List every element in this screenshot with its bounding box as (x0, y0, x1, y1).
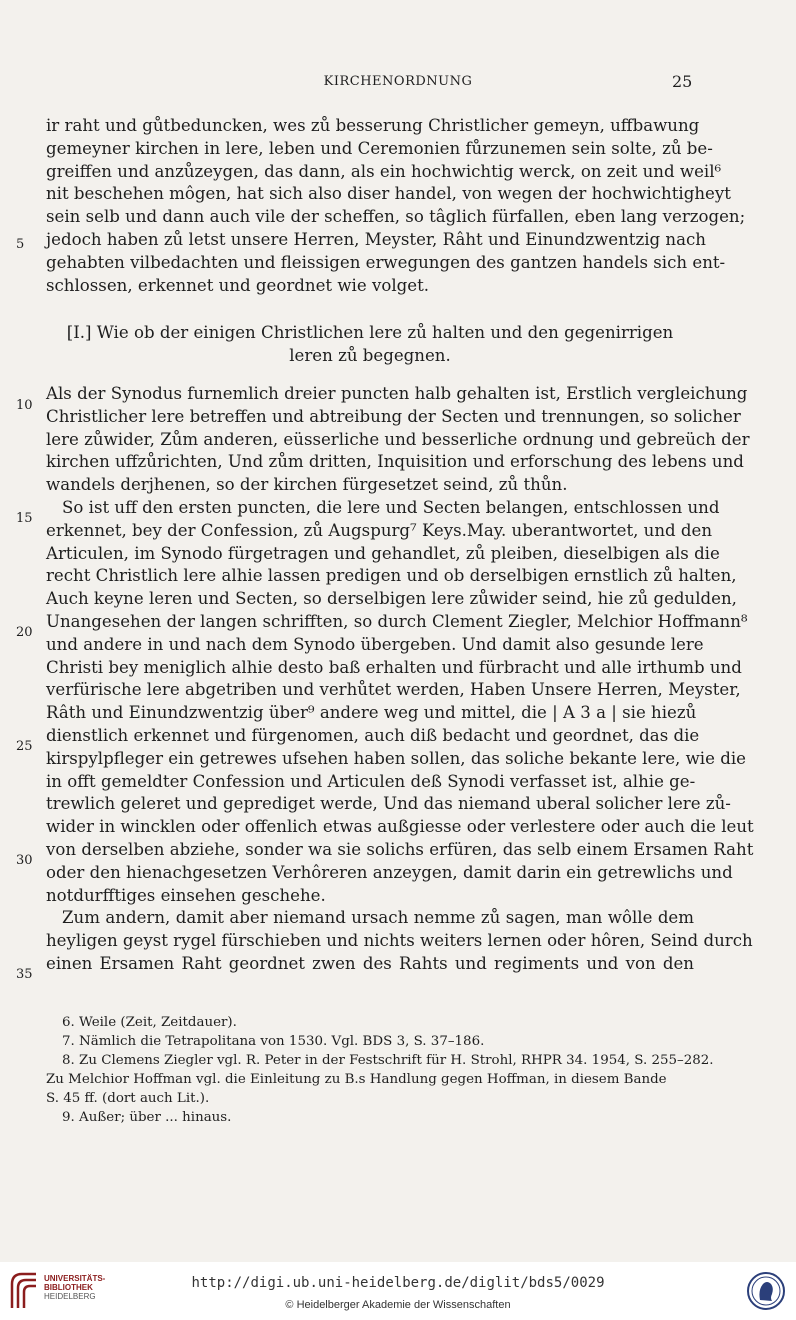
text-line: erkennet, bey der Confession, zů Augspurg⁷ Keys.May. uberantwortet, und den (46, 520, 713, 540)
line-number: 10 (16, 398, 33, 413)
text-line: Auch keyne leren und Secten, so derselbigen lere zůwider seind, hie zů gedulden, (46, 589, 737, 609)
viewer-footer (0, 1262, 796, 1320)
text-line: Christlicher lere betreffen und abtreibung der Secten und trennungen, so solicher (46, 406, 741, 426)
text-line: nit beschehen môgen, hat sich also diser handel, von wegen der hochwichtigheyt (46, 184, 731, 204)
text-line: einen Ersamen Raht geordnet zwen des Rahts und regiments und von den (46, 953, 694, 973)
paragraph (46, 115, 746, 297)
text-line: notdurfftiges einsehen geschehe. (46, 885, 326, 905)
text-line: Christi bey meniglich alhie desto baß erhalten und fürbracht und alle irthumb und (46, 657, 742, 677)
permalink-url[interactable]: http://digi.ub.uni-heidelberg.de/diglit/bds5/0029 (191, 1275, 605, 1291)
text-line: Zum andern, damit aber niemand ursach nemme zů sagen, man wôlle dem (62, 908, 694, 928)
text-line: kirspylpfleger ein getrewes ufsehen haben sollen, das soliche bekante lere, wie die (46, 748, 746, 768)
footnote: 9. Außer; über ... hinaus. (62, 1110, 232, 1125)
library-name-line: BIBLIOTHEK (44, 1283, 93, 1292)
text-line: sein selb und dann auch vile der scheffen, so tâglich fürfallen, eben lang verzogen; (46, 207, 746, 227)
library-name-line: UNIVERSITÄTS- (44, 1274, 106, 1283)
footnote: 7. Nämlich die Tetrapolitana von 1530. Vgl. BDS 3, S. 37–186. (62, 1034, 485, 1049)
text-line: wandels derjhenen, so der kirchen fürgesetzet seind, zů thůn. (46, 475, 568, 495)
paragraph (46, 497, 754, 907)
footnote: 6. Weile (Zeit, Zeitdauer). (62, 1015, 237, 1030)
text-line: oder den hienachgesetzen Verhôreren anzeygen, damit darin ein getrewlichs und (46, 862, 733, 882)
line-number: 15 (16, 511, 33, 526)
text-line: greiffen und anzůzeygen, das dann, als ein hochwichtig werck, on zeit und weil⁶ (46, 161, 722, 181)
footnotes (46, 1013, 714, 1127)
text-line: Als der Synodus furnemlich dreier puncten halb gehalten ist, Erstlich vergleichung (46, 383, 748, 403)
heading-line: [I.] Wie ob der einigen Christlichen lere zů halten und den gegenirrigen (66, 323, 674, 343)
text-line: gehabten vilbedachten und fleissigen erwegungen des gantzen handels sich ent- (46, 252, 726, 272)
text-line: schlossen, erkennet und geordnet wie volget. (46, 275, 430, 295)
line-number: 20 (16, 625, 33, 640)
text-line: So ist uff den ersten puncten, die lere und Secten belangen, entschlossen und (62, 497, 720, 517)
text-line: heyligen geyst rygel fürschieben und nichts weiters lernen oder hôren, Seind durch (46, 931, 753, 951)
section-heading (46, 322, 694, 368)
text-line: ir raht und gůtbeduncken, wes zů besserung Christlicher gemeyn, uffbawung (46, 116, 700, 135)
line-number: 30 (16, 853, 33, 868)
library-name-line: HEIDELBERG (44, 1292, 96, 1301)
footnote: 8. Zu Clemens Ziegler vgl. R. Peter in der Festschrift für H. Strohl, RHPR 34. 1954, S. 255–282. (62, 1053, 714, 1068)
text-line: Unangesehen der langen schrifften, so durch Clement Ziegler, Melchior Hoffmann⁸ (46, 611, 748, 631)
line-number: 5 (16, 237, 25, 252)
text-line: lere zůwider, Zům anderen, eüsserliche und besserliche ordnung und gebreüch der (46, 429, 750, 449)
paragraph (46, 383, 750, 497)
text-line: in offt gemeldter Confession und Articulen deß Synodi verfasset ist, alhie ge- (46, 771, 696, 791)
main-text (46, 115, 754, 976)
text-line: kirchen uffzůrichten, Und zům dritten, Inquisition und erforschung des lebens und (46, 452, 744, 472)
text-line: trewlich geleret und geprediget werde, Und das niemand uberal solicher lere zů- (46, 794, 731, 814)
copyright-notice: © Heidelberger Akademie der Wissenschaften (285, 1299, 511, 1311)
text-line: und andere in und nach dem Synodo übergeben. Und damit also gesunde lere (46, 634, 704, 654)
paragraph (46, 907, 753, 975)
text-line: Articulen, im Synodo fürgetragen und gehandlet, zů pleiben, dieselbigen als die (46, 543, 720, 563)
academy-seal-icon[interactable] (746, 1268, 786, 1314)
footnote-continuation: S. 45 ff. (dort auch Lit.). (46, 1091, 210, 1106)
text-line: wider in wincklen oder offenlich etwas außgiesse oder verlestere oder auch die leut (46, 817, 754, 837)
page-number: 25 (672, 72, 693, 91)
text-line: verfürische lere abgetriben und verhůtet werden, Haben Unsere Herren, Meyster, (46, 680, 741, 700)
footnote-continuation: Zu Melchior Hoffman vgl. die Einleitung zu B.s Handlung gegen Hoffman, in diesem Bande (46, 1072, 667, 1087)
text-line: von derselben abziehe, sonder wa sie solichs erfüren, das selb einem Ersamen Raht (46, 839, 754, 859)
running-head: KIRCHENORDNUNG (323, 74, 473, 89)
text-line: Râth und Einundzwentzig über⁹ andere weg und mittel, die | A 3 a | sie hiezů (46, 703, 697, 723)
text-line: jedoch haben zů letst unsere Herren, Meyster, Râht und Einundzwentzig nach (46, 229, 706, 249)
line-number: 35 (16, 967, 33, 982)
line-number: 25 (16, 739, 33, 754)
text-line: gemeyner kirchen in lere, leben und Ceremonien fůrzunemen sein solte, zů be- (46, 138, 713, 158)
text-line: recht Christlich lere alhie lassen predigen und ob derselbigen ernstlich zů halten, (46, 566, 737, 586)
heading-line: leren zů begegnen. (289, 346, 451, 366)
text-line: dienstlich erkennet und fürgenomen, auch diß bedacht und geordnet, das die (46, 725, 700, 745)
